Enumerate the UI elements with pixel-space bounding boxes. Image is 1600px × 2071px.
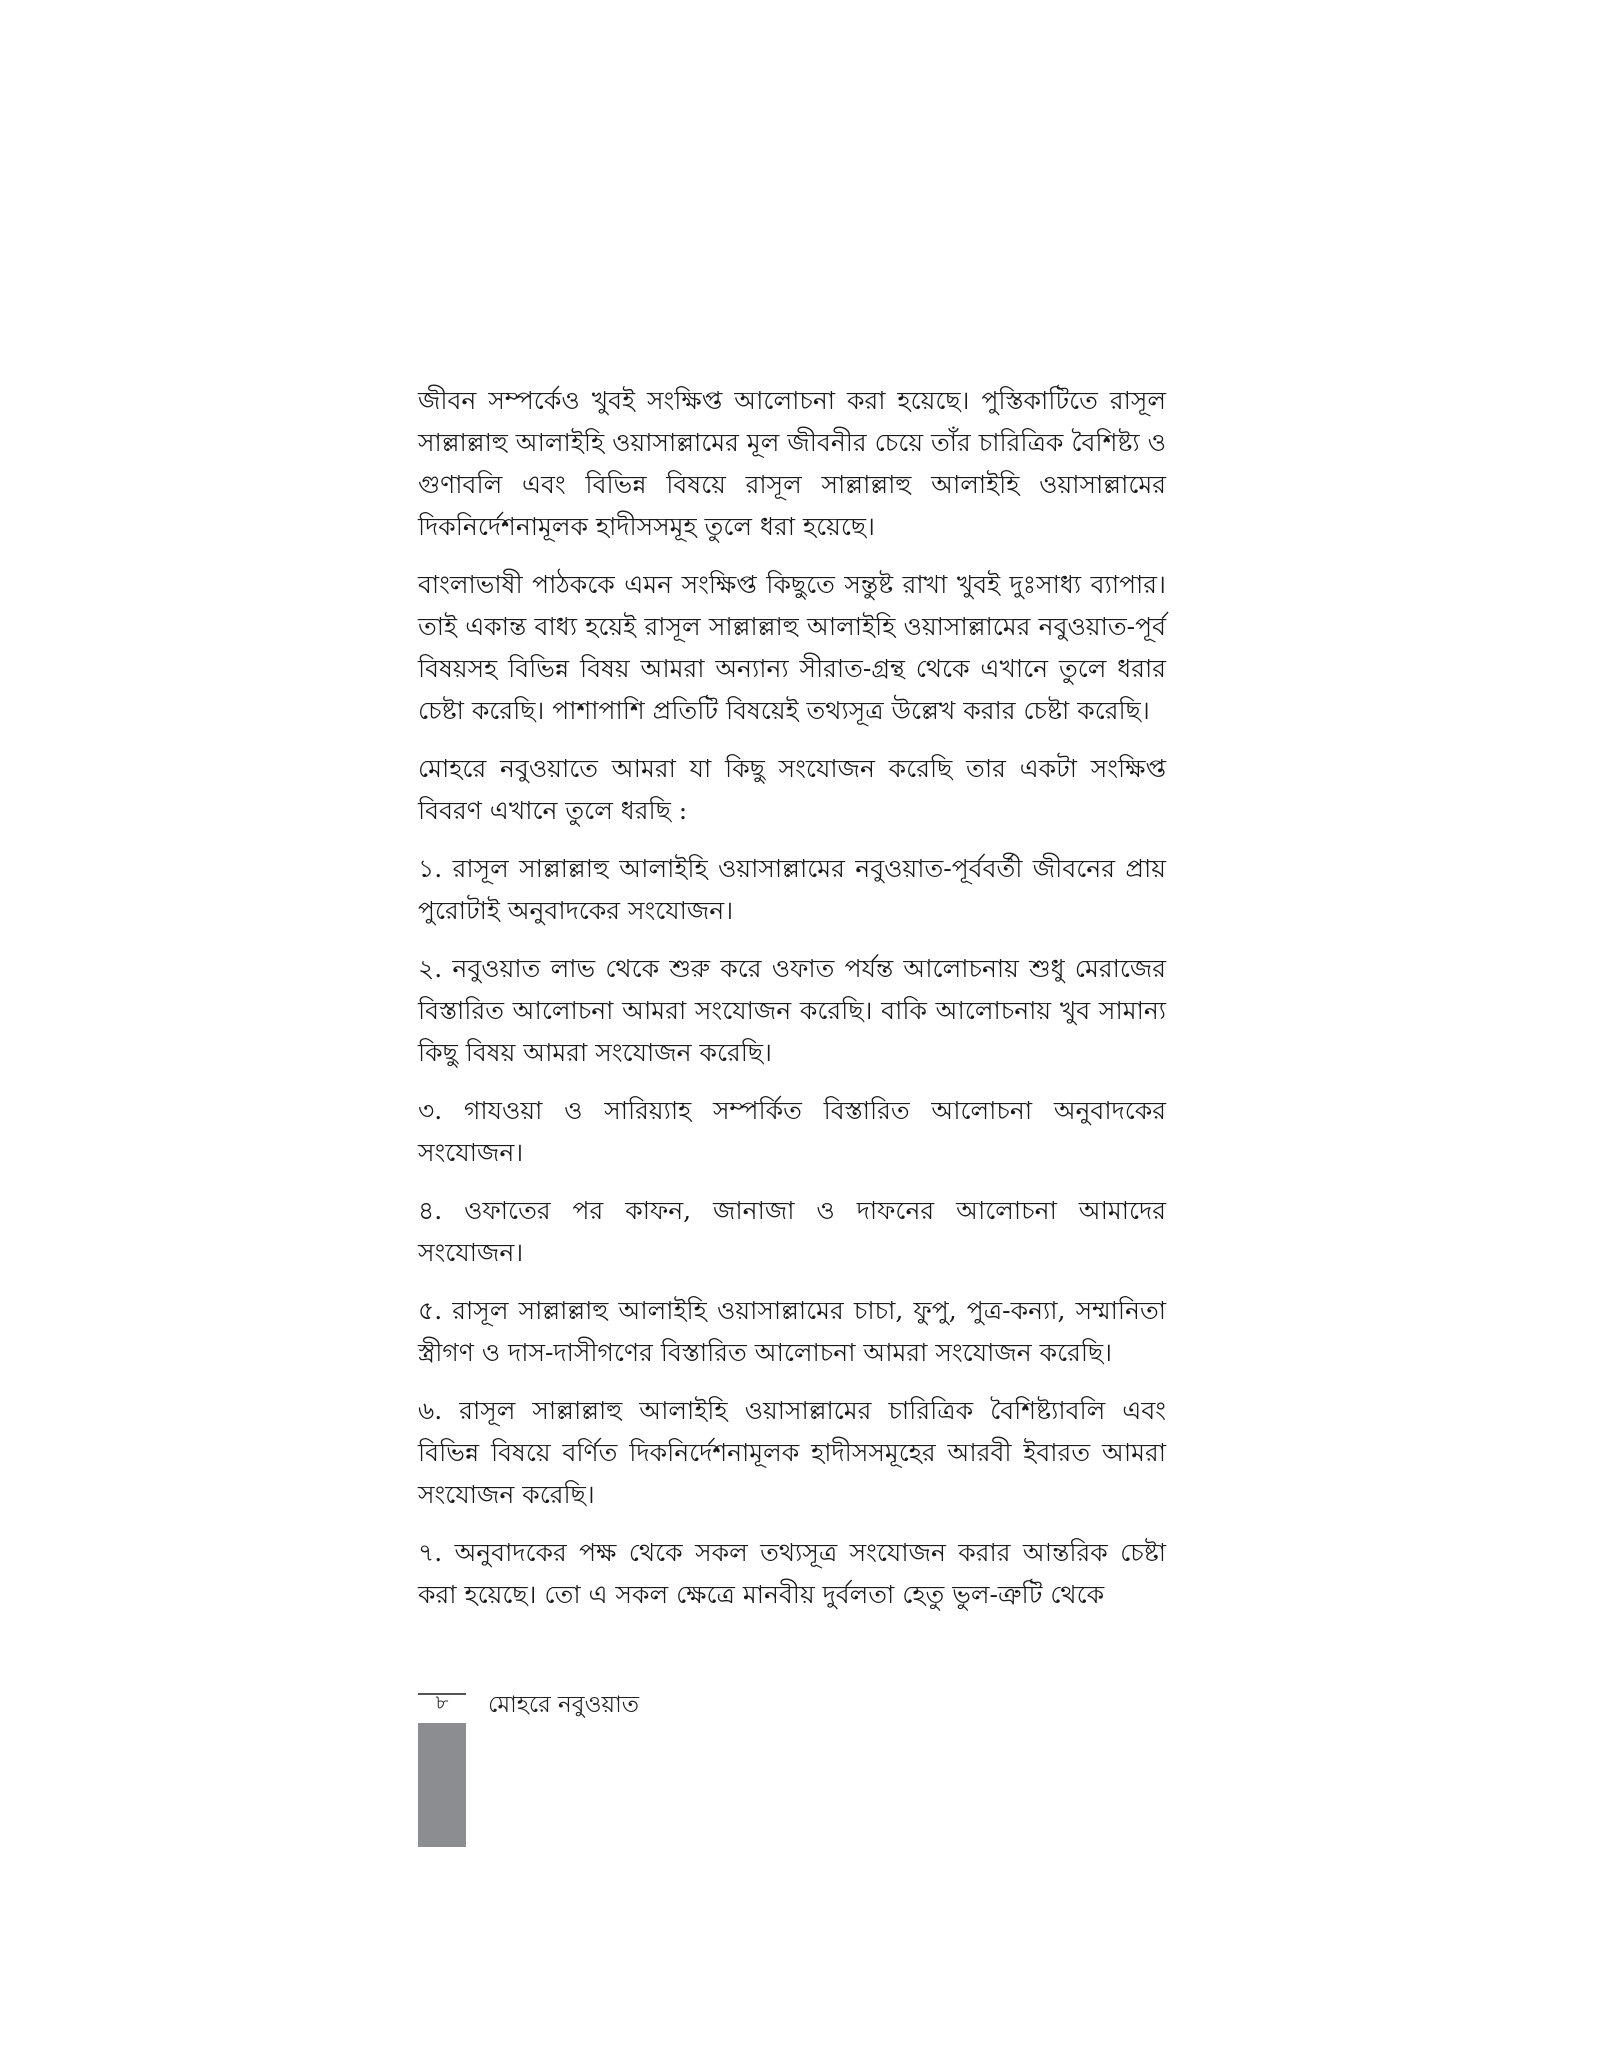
paragraph-2: বাংলাভাষী পাঠককে এমন সংক্ষিপ্ত কিছুতে সন্তুষ্ট রাখা খুবই দুঃসাধ্য ব্যাপার। তাই একান্ত বাধ্য হয়েই রাসূল সাল্লাল্লাহু আলাইহি ওয়াসাল্লামের নবুওয়াত-পূর্ব বিষয়সহ বিভিন্ন বিষয় আমরা অন্যান্য সীরাত-গ্রন্থ থেকে এখানে তুলে ধরার চেষ্টা করেছি। পাশাপাশি প্রতিটি বিষয়েই তথ্যসূত্র উল্লেখ করার চেষ্টা করেছি। <box>418 570 1166 725</box>
list-item-7: ৭. অনুবাদকের পক্ষ থেকে সকল তথ্যসূত্র সংযোজন করার আন্তরিক চেষ্টা করা হয়েছে। তো এ সকল ক্ষেত্রে মানবীয় দুর্বলতা হেতু ভুল-ত্রুটি থেকে <box>418 1538 1166 1609</box>
page-number: ৮ <box>435 1690 449 1714</box>
paragraph-1: জীবন সম্পর্কেও খুবই সংক্ষিপ্ত আলোচনা করা হয়েছে। পুস্তিকাটিতে রাসূল সাল্লাল্লাহু আলাইহি ওয়াসাল্লামের মূল জীবনীর চেয়ে তাঁর চারিত্রিক বৈশিষ্ট্য ও গুণাবলি এবং বিভিন্ন বিষয়ে রাসূল সাল্লাল্লাহু আলাইহি ওয়াসাল্লামের দিকনির্দেশনামূলক হাদীসসমূহ তুলে ধরা হয়েছে। <box>418 386 1166 541</box>
list-item-5: ৫. রাসূল সাল্লাল্লাহু আলাইহি ওয়াসাল্লামের চাচা, ফুপু, পুত্র-কন্যা, সম্মানিতা স্ত্রীগণ ও দাস-দাসীগণের বিস্তারিত আলোচনা আমরা সংযোজন করেছি। <box>418 1296 1166 1367</box>
list-item-4: ৪. ওফাতের পর কাফন, জানাজা ও দাফনের আলোচনা আমাদের সংযোজন। <box>418 1196 1166 1267</box>
list-item-1: ১. রাসূল সাল্লাল্লাহু আলাইহি ওয়াসাল্লামের নবুওয়াত-পূর্ববর্তী জীবনের প্রায় পুরোটাই অনুবাদকের সংযোজন। <box>418 854 1166 925</box>
body-text <box>418 380 1166 1632</box>
paragraph-3: মোহরে নবুওয়াতে আমরা যা কিছু সংযোজন করেছি তার একটা সংক্ষিপ্ত বিবরণ এখানে তুলে ধরছি : <box>418 754 1166 825</box>
list-item-6: ৬. রাসূল সাল্লাল্লাহু আলাইহি ওয়াসাল্লামের চারিত্রিক বৈশিষ্ট্যাবলি এবং বিভিন্ন বিষয়ে বর্ণিত দিকনির্দেশনামূলক হাদীসসমূহের আরবী ইবারত আমরা সংযোজন করেছি। <box>418 1396 1166 1509</box>
list-item-3: ৩. গাযওয়া ও সারিয়্যাহ সম্পর্কিত বিস্তারিত আলোচনা অনুবাদকের সংযোজন। <box>418 1096 1166 1167</box>
list-item-2: ২. নবুওয়াত লাভ থেকে শুরু করে ওফাত পর্যন্ত আলোচনায় শুধু মেরাজের বিস্তারিত আলোচনা আমরা সংযোজন করেছি। বাকি আলোচনায় খুব সামান্য কিছু বিষয় আমরা সংযোজন করেছি। <box>418 954 1166 1067</box>
running-title: মোহরে নবুওয়াত <box>488 1692 639 1718</box>
margin-tab <box>418 1723 466 1847</box>
